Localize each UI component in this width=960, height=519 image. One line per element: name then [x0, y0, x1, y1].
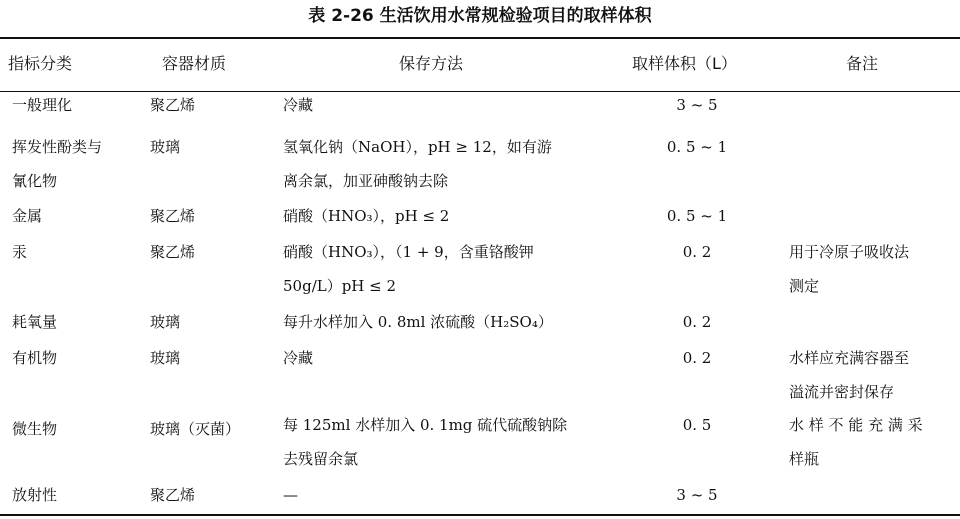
- cell-indicator: [12, 341, 142, 375]
- header-material: 容器材质: [162, 54, 227, 73]
- cell-indicator: [12, 130, 142, 198]
- cell-method: [283, 305, 653, 339]
- table-top-rule: [0, 37, 960, 39]
- cell-remark: [789, 235, 957, 303]
- cell-method: [283, 88, 653, 122]
- header-indicator: 指标分类: [8, 54, 73, 73]
- cell-line: 硝酸（HNO₃），（1 + 9，含重铬酸钾: [283, 243, 534, 261]
- cell-indicator: [12, 88, 142, 122]
- cell-indicator: [12, 235, 142, 269]
- table-bottom-rule: [0, 514, 960, 516]
- cell-line: 一般理化: [12, 96, 73, 114]
- cell-line: 汞: [12, 243, 28, 261]
- cell-material: 聚乙烯: [150, 96, 196, 114]
- cell-remark: [789, 408, 957, 476]
- cell-volume: 0. 5: [682, 416, 712, 434]
- cell-volume: 3 ~ 5: [676, 96, 718, 114]
- cell-line: 样瓶: [789, 450, 820, 468]
- header-volume: 取样体积（L）: [632, 54, 737, 73]
- cell-indicator: [12, 199, 142, 233]
- cell-line: 金属: [12, 207, 43, 225]
- cell-line: 微生物: [12, 420, 58, 438]
- cell-line: 去残留余氯: [283, 450, 359, 468]
- cell-material: 聚乙烯: [150, 486, 196, 504]
- cell-method: [283, 130, 653, 198]
- cell-line: 溢流并密封保存: [789, 383, 895, 401]
- table-title: 表 2-26 生活饮用水常规检验项目的取样体积: [308, 6, 652, 26]
- cell-volume: 3 ~ 5: [676, 486, 718, 504]
- cell-method: [283, 199, 653, 233]
- cell-volume: 0. 2: [682, 313, 712, 331]
- header-method: 保存方法: [399, 54, 464, 73]
- cell-material: 聚乙烯: [150, 243, 196, 261]
- cell-volume: 0. 5 ~ 1: [666, 138, 728, 156]
- cell-indicator: [12, 305, 142, 339]
- cell-remark: [789, 341, 957, 409]
- cell-volume: 0. 2: [682, 349, 712, 367]
- cell-line: 挥发性酚类与: [12, 138, 103, 156]
- cell-line: 有机物: [12, 349, 58, 367]
- cell-material: 聚乙烯: [150, 207, 196, 225]
- cell-line: 每 125ml 水样加入 0. 1mg 硫代硫酸钠除: [283, 416, 568, 434]
- cell-line: 水 样 不 能 充 满 采: [789, 416, 923, 434]
- cell-line: 水样应充满容器至: [789, 349, 910, 367]
- cell-line: 硝酸（HNO₃），pH ≤ 2: [283, 207, 450, 225]
- cell-line: 每升水样加入 0. 8ml 浓硫酸（H₂SO₄）: [283, 313, 553, 331]
- header-remark: 备注: [846, 54, 879, 73]
- cell-line: 冷藏: [283, 96, 314, 114]
- cell-material: 玻璃（灭菌）: [150, 420, 241, 438]
- cell-method: [283, 408, 653, 476]
- cell-line: 冷藏: [283, 349, 314, 367]
- cell-line: —: [283, 486, 298, 504]
- cell-material: 玻璃: [150, 313, 181, 331]
- cell-line: 测定: [789, 277, 820, 295]
- cell-indicator: [12, 412, 142, 446]
- cell-volume: 0. 5 ~ 1: [666, 207, 728, 225]
- cell-line: 放射性: [12, 486, 58, 504]
- cell-line: 氢氧化钠（NaOH），pH ≥ 12，如有游: [283, 138, 552, 156]
- cell-line: 耗氧量: [12, 313, 58, 331]
- cell-line: 50g/L）pH ≤ 2: [283, 277, 397, 295]
- cell-method: [283, 341, 653, 375]
- cell-line: 氰化物: [12, 172, 58, 190]
- cell-method: [283, 235, 653, 303]
- cell-method: [283, 478, 653, 512]
- cell-volume: 0. 2: [682, 243, 712, 261]
- cell-indicator: [12, 478, 142, 512]
- cell-line: 离余氯，加亚砷酸钠去除: [283, 172, 449, 190]
- cell-line: 用于冷原子吸收法: [789, 243, 910, 261]
- cell-material: 玻璃: [150, 138, 181, 156]
- cell-material: 玻璃: [150, 349, 181, 367]
